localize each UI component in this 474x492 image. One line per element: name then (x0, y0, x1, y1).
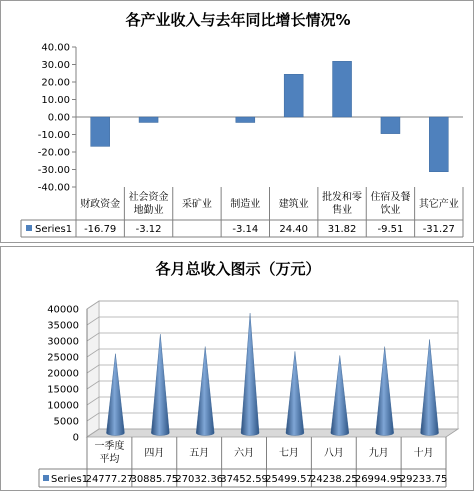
monthly-revenue-chart-panel (0, 246, 474, 491)
legend-key (26, 225, 32, 231)
data-table-value: 25499.57 (265, 474, 313, 485)
data-table-value: 29233.75 (399, 474, 448, 485)
category-label: 平均 (99, 454, 120, 465)
y-tick-label: -30.00 (37, 165, 70, 176)
y-tick-label: -40.00 (37, 182, 70, 194)
growth-chart-panel (0, 0, 474, 243)
growth-chart (1, 1, 474, 244)
legend-key (43, 475, 49, 481)
y-tick-label: 0 (72, 432, 79, 444)
y-tick-label: 20000 (47, 368, 79, 380)
category-label: 财政资金 (80, 199, 121, 210)
category-label: 采矿业 (181, 199, 212, 210)
floor (87, 429, 458, 437)
chart-title: 各月总收入图示（万元） (155, 260, 321, 278)
data-table-value: -3.12 (135, 224, 162, 235)
category-label: 饮业 (380, 205, 401, 216)
category-label: 九月 (368, 448, 389, 459)
y-tick-label: -20.00 (37, 147, 70, 159)
category-label: 其它产业 (418, 199, 459, 210)
category-label: 六月 (234, 448, 255, 459)
monthly-revenue-chart (1, 247, 474, 492)
y-tick-label: 15000 (47, 384, 79, 396)
category-label: 建筑业 (278, 199, 309, 210)
data-table-value: -3.14 (232, 224, 259, 235)
category-label: 十月 (413, 448, 434, 459)
y-tick-label: 30.00 (41, 60, 70, 71)
chart-title: 各产业收入与去年同比增长情况% (125, 11, 351, 29)
y-tick-label: 5000 (53, 416, 79, 428)
y-tick-label: 20.00 (41, 77, 70, 89)
bar (139, 117, 158, 122)
data-table-value: 27032.36 (175, 474, 224, 485)
category-label: 一季度 (94, 441, 125, 452)
y-tick-label: -10.00 (37, 130, 70, 141)
data-table-value: 31.82 (327, 224, 357, 235)
category-label: 地勤业 (133, 205, 164, 216)
bar (284, 74, 303, 117)
y-tick-label: 25000 (47, 352, 79, 364)
data-table-value: 26994.95 (354, 474, 403, 485)
category-label: 制造业 (230, 199, 261, 210)
category-label: 批发和零 (322, 192, 363, 203)
legend-series-name: Series1 (35, 224, 73, 235)
bar (91, 117, 110, 146)
data-table-value: 24777.27 (85, 474, 134, 485)
data-table-value: -16.79 (84, 224, 117, 235)
category-label: 四月 (144, 448, 165, 459)
category-label: 社会资金 (128, 192, 169, 203)
y-tick-label: 10000 (47, 400, 79, 412)
y-tick-label: 10.00 (41, 95, 70, 106)
data-table-value: 24238.25 (309, 474, 358, 485)
category-label: 售业 (332, 205, 353, 216)
data-table-value: -31.27 (422, 224, 455, 235)
data-table-value: 37452.59 (220, 474, 268, 485)
y-tick-label: 40.00 (41, 42, 70, 54)
legend-series-name: Series1 (51, 474, 89, 485)
bar (381, 117, 400, 134)
category-label: 七月 (278, 448, 299, 459)
data-table-value: 24.40 (279, 224, 309, 235)
y-tick-label: 40000 (47, 304, 79, 316)
category-label: 住宿及餐 (370, 192, 411, 203)
data-table-value: -9.51 (377, 224, 404, 235)
y-tick-label: 0.00 (47, 112, 70, 124)
y-tick-label: 30000 (47, 336, 79, 348)
y-tick-label: 35000 (47, 320, 79, 332)
bar (236, 117, 255, 122)
bar (429, 117, 448, 172)
category-label: 五月 (189, 448, 210, 459)
bar (333, 61, 352, 117)
category-label: 八月 (323, 448, 344, 459)
data-table-value: 30885.75 (130, 474, 179, 485)
